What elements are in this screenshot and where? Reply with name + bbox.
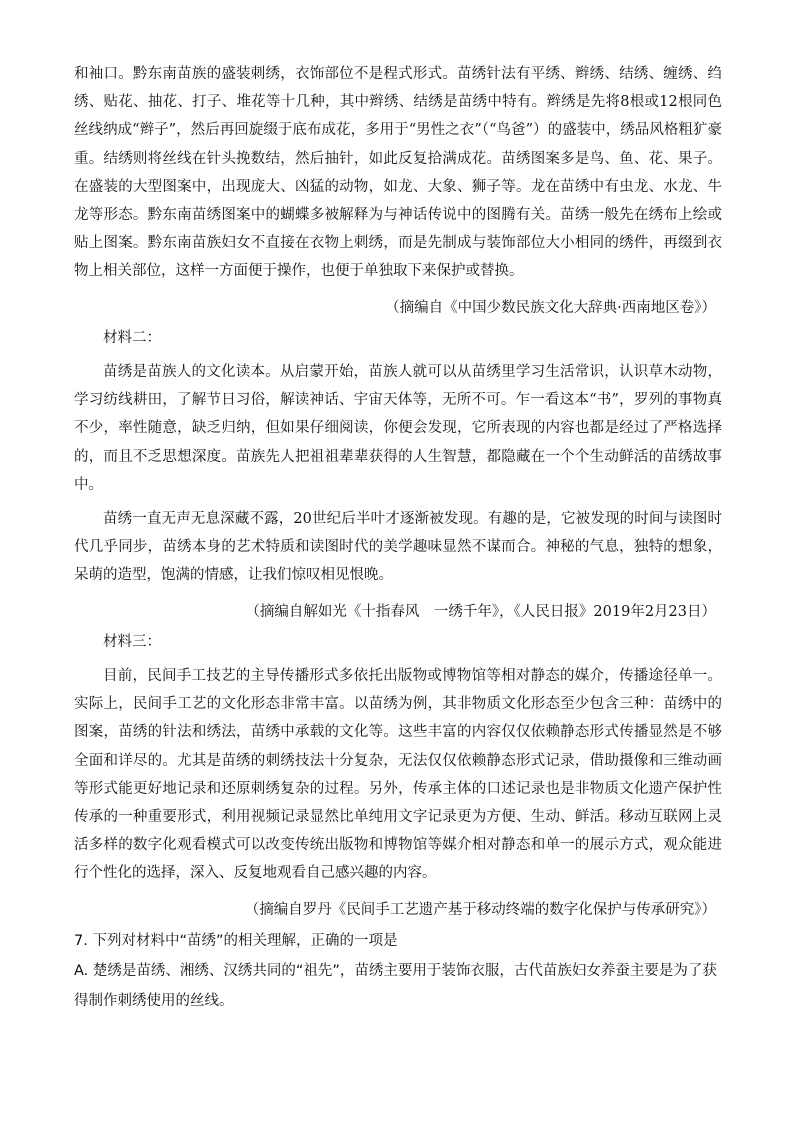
document-page <box>74 60 722 1016</box>
material-2-source: （摘编自解如光《十指春风 一绣千年》，《人民日报》2019年2月23日） <box>245 603 716 620</box>
question-7-stem: 7. 下列对材料中“苗绣”的相关理解，正确的一项是 <box>74 932 398 949</box>
material-3-label: 材料三： <box>103 633 161 650</box>
question-7-option-a: A. 楚绣是苗绣、湘绣、汉绣共同的“祖先”，苗绣主要用于装饰衣服，古代苗族妇女养蚕主要是为了获得制作刺绣使用的丝线。 <box>74 962 717 1009</box>
material-1-paragraph: 和袖口。黔东南苗族的盛装刺绣，衣饰部位不是程式形式。苗绣针法有平绣、辫绣、结绣、缠绣、绉绣、贴花、抽花、打子、堆花等十几种，其中辫绣、结绣是苗绣中特有。辫绣是先将8根或12根同色丝线纳成“辫子”，然后再回旋缀于底布成花，多用于“男性之衣”（“鸟爸”）的盛装中，绣品风格粗犷豪重。结绣则将丝线在针头挽数结，然后抽针，如此反复拾满成花。苗绣图案多是鸟、鱼、花、果子。在盛装的大型图案中，出现庞大、凶猛的动物，如龙、大象、狮子等。龙在苗绣中有虫龙、水龙、牛龙等形态。黔东南苗绣图案中的蝴蝶多被解释为与神话传说中的图腾有关。苗绣一般先在绣布上绘或贴上图案。黔东南苗族妇女不直接在衣物上刺绣，而是先制成与装饰部位大小相同的绣件，再缀到衣物上相关部位，这样一方面便于操作，也便于单独取下来保护或替换。 <box>74 66 722 280</box>
material-3-paragraph: 目前，民间手工技艺的主导传播形式多依托出版物或博物馆等相对静态的媒介，传播途径单一。实际上，民间手工艺的文化形态非常丰富。以苗绣为例，其非物质文化形态至少包含三种：苗绣中的图案，苗绣的针法和绣法，苗绣中承载的文化等。这些丰富的内容仅仅依赖静态形式传播显然是不够全面和详尽的。尤其是苗绣的刺绣技法十分复杂，无法仅仅依赖静态形式记录，借助摄像和三维动画等形式能更好地记录和还原刺绣复杂的过程。另外，传承主体的口述记录也是非物质文化遗产保护性传承的一种重要形式，利用视频记录显然比单纯用文字记录更为方便、生动、鲜活。移动互联网上灵活多样的数字化观看模式可以改变传统出版物和博物馆等媒介相对静态和单一的展示方式，观众能进行个性化的选择，深入、反复地观看自己感兴趣的内容。 <box>74 668 722 882</box>
material-2-paragraph-1: 苗绣是苗族人的文化读本。从启蒙开始，苗族人就可以从苗绣里学习生活常识，认识草木动物，学习纺线耕田，了解节日习俗，解读神话、宇宙天体等，无所不可。乍一看这本“书”，罗列的事物真不少，率性随意，缺乏归纳，但如果仔细阅读，你便会发现，它所表现的内容也都是经过了严格选择的，而且不乏思想深度。苗族先人把祖祖辈辈获得的人生智慧，都隐藏在一个个生动鲜活的苗绣故事中。 <box>74 364 722 493</box>
material-3-source: （摘编自罗丹《民间手工艺遗产基于移动终端的数字化保护与传承研究》） <box>244 901 716 918</box>
material-2-label: 材料二： <box>103 329 161 346</box>
material-2-paragraph-2: 苗绣一直无声无息深藏不露，20世纪后半叶才逐渐被发现。有趣的是，它被发现的时间与读图时代几乎同步，苗绣本身的艺术特质和读图时代的美学趣味显然不谋而合。神秘的气息，独特的想象，呆萌的造型，饱满的情感，让我们惊叹相见恨晚。 <box>74 511 722 584</box>
material-1-source: （摘编自《中国少数民族文化大辞典·西南地区卷》） <box>385 299 716 316</box>
